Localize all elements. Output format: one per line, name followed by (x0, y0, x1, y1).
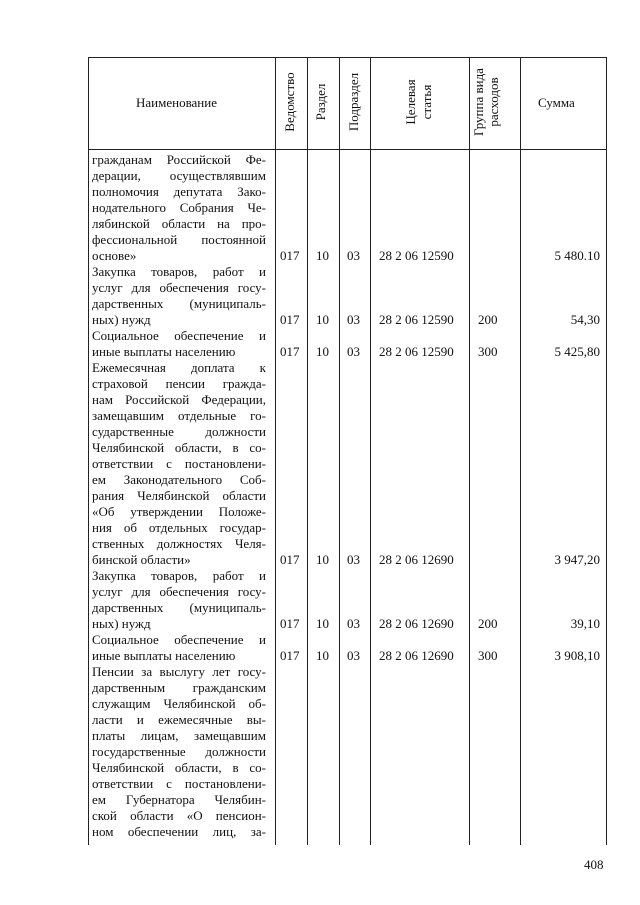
name-line: иные выплаты населению (92, 344, 236, 359)
cell-podrazdel: 03 (347, 312, 360, 327)
col-border-celevaya (370, 57, 371, 845)
cell-razdel: 10 (316, 616, 329, 631)
name-line: служащим Челябинской об- (92, 696, 266, 711)
name-line: дарственных (муниципаль- (92, 296, 266, 311)
col-border-ved (275, 57, 276, 845)
header-vedomstvo: Ведомство (282, 72, 297, 132)
name-line: платы лицам, замещавшим (92, 728, 266, 743)
cell-summa: 5 425,80 (554, 344, 600, 359)
name-line: ных) нужд (92, 312, 151, 327)
cell-razdel: 10 (316, 344, 329, 359)
name-line: ном обеспечении лиц, за- (92, 824, 266, 839)
name-line: Челябинской области, в со- (92, 760, 266, 775)
name-line: нам Российской Федерации, (92, 392, 266, 407)
cell-celevaya: 28 2 06 12590 (379, 344, 454, 359)
header-gruppa-2: расходов (486, 77, 501, 127)
page-number: 408 (584, 857, 604, 872)
name-line: государственные должности (92, 744, 266, 759)
cell-vedomstvo: 017 (280, 552, 300, 567)
name-line: дерации, осуществлявшим (92, 168, 266, 183)
cell-vedomstvo: 017 (280, 312, 300, 327)
name-line: Социальное обеспечение и (92, 328, 266, 343)
cell-celevaya: 28 2 06 12690 (379, 648, 454, 663)
cell-summa: 3 908,10 (554, 648, 600, 663)
col-border-gruppa (469, 57, 470, 845)
cell-podrazdel: 03 (347, 248, 360, 263)
name-line: фессиональной постоянной (92, 232, 266, 247)
name-line: «Об утверждении Положе- (92, 504, 266, 519)
col-border-left (88, 57, 89, 845)
name-line: услуг для обеспечения госу- (92, 280, 266, 295)
cell-podrazdel: 03 (347, 648, 360, 663)
name-line: Социальное обеспечение и (92, 632, 266, 647)
name-line: Пенсии за выслугу лет госу- (92, 664, 266, 679)
col-border-podrazdel (339, 57, 340, 845)
cell-razdel: 10 (316, 552, 329, 567)
name-line: сударственные должности (92, 424, 266, 439)
name-line: Челябинской области, в со- (92, 440, 266, 455)
name-line: ответствии с постановлени- (92, 776, 266, 791)
name-line: дарственных (муниципаль- (92, 600, 266, 615)
name-line: ственных должностях Челя- (92, 536, 266, 551)
name-line: рания Челябинской области (92, 488, 266, 503)
header-celevaya-2: статья (419, 84, 434, 120)
header-name: Наименование (136, 95, 217, 110)
cell-summa: 54,30 (570, 312, 600, 327)
name-line: ем Законодательного Соб- (92, 472, 266, 487)
cell-summa: 3 947,20 (554, 552, 600, 567)
name-line: замещавшим отдельные го- (92, 408, 266, 423)
cell-celevaya: 28 2 06 12590 (379, 312, 454, 327)
cell-summa: 5 480.10 (554, 248, 600, 263)
cell-celevaya: 28 2 06 12690 (379, 552, 454, 567)
col-border-right (606, 57, 607, 845)
cell-gruppa: 300 (478, 648, 498, 663)
cell-summa: 39,10 (570, 616, 600, 631)
name-line: ем Губернатора Челябин- (92, 792, 266, 807)
name-line: основе» (92, 248, 137, 263)
cell-gruppa: 300 (478, 344, 498, 359)
name-line: страховой пенсии гражда- (92, 376, 266, 391)
cell-gruppa: 200 (478, 312, 498, 327)
cell-podrazdel: 03 (347, 616, 360, 631)
name-line: Закупка товаров, работ и (92, 568, 266, 583)
col-border-razdel (307, 57, 308, 845)
name-line: бинской области» (92, 552, 191, 567)
cell-vedomstvo: 017 (280, 248, 300, 263)
name-line: ния об отдельных государ- (92, 520, 266, 535)
header-summa: Сумма (538, 95, 575, 110)
cell-podrazdel: 03 (347, 552, 360, 567)
cell-razdel: 10 (316, 248, 329, 263)
cell-razdel: 10 (316, 648, 329, 663)
name-line: лябинской области на про- (92, 216, 266, 231)
cell-gruppa: 200 (478, 616, 498, 631)
cell-razdel: 10 (316, 312, 329, 327)
name-line: полномочия депутата Зако- (92, 184, 266, 199)
name-line: услуг для обеспечения госу- (92, 584, 266, 599)
cell-vedomstvo: 017 (280, 648, 300, 663)
name-line: ласти и ежемесячные вы- (92, 712, 266, 727)
header-gruppa-1: Группа вида (471, 68, 486, 136)
name-line: ской области «О пенсион- (92, 808, 266, 823)
cell-celevaya: 28 2 06 12690 (379, 616, 454, 631)
header-bottom-border (88, 149, 607, 150)
col-border-summa (520, 57, 521, 845)
name-line: ных) нужд (92, 616, 151, 631)
name-line: нодательного Собрания Че- (92, 200, 266, 215)
header-celevaya-1: Целевая (403, 79, 418, 125)
name-line: дарственным гражданским (92, 680, 266, 695)
name-line: гражданам Российской Фе- (92, 152, 266, 167)
cell-vedomstvo: 017 (280, 616, 300, 631)
cell-vedomstvo: 017 (280, 344, 300, 359)
header-podrazdel: Подраздел (346, 72, 361, 132)
cell-podrazdel: 03 (347, 344, 360, 359)
header-razdel: Раздел (313, 83, 328, 121)
name-line: иные выплаты населению (92, 648, 236, 663)
name-line: Ежемесячная доплата к (92, 360, 266, 375)
cell-celevaya: 28 2 06 12590 (379, 248, 454, 263)
name-line: Закупка товаров, работ и (92, 264, 266, 279)
name-line: ответствии с постановлени- (92, 456, 266, 471)
